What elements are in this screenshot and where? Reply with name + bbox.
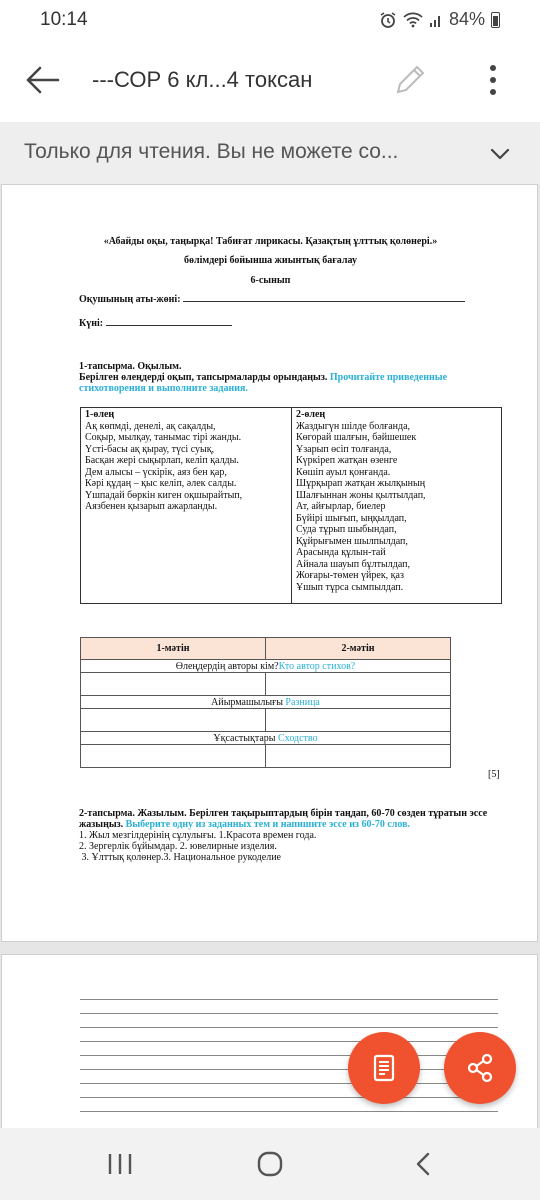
writing-line — [80, 999, 498, 1000]
share-icon — [464, 1052, 496, 1084]
document-title: ---СОР 6 кл...4 токсан — [92, 67, 313, 92]
share-button[interactable] — [444, 1032, 516, 1104]
date-underline — [106, 317, 232, 326]
poem-line: Үшпадай бөркін киген оқшырайтып, — [85, 489, 243, 501]
table-cell — [81, 673, 266, 696]
score-label: [5] — [488, 769, 500, 780]
wifi-icon — [403, 12, 423, 28]
name-underline — [183, 293, 465, 302]
recent-apps-icon[interactable] — [100, 1148, 140, 1180]
date-field — [79, 317, 232, 329]
writing-line — [80, 1027, 498, 1028]
col-text-2: 2-мәтін — [265, 638, 450, 660]
edit-pencil-icon[interactable] — [390, 60, 430, 100]
writing-line — [80, 1041, 498, 1042]
battery-icon — [491, 12, 500, 28]
status-icons — [379, 9, 500, 30]
task-1-title: 1-тапсырма. Оқылым. — [79, 361, 182, 372]
table-cell — [265, 745, 450, 768]
task-2-instruction-ru: Выберите одну из заданных тем и напишите эссе из 60-70 слов. — [125, 819, 411, 830]
poem-line: Суда тұрып шыбындап, — [296, 524, 397, 535]
poem-2-title: 2-өлең — [296, 409, 326, 420]
student-name-label: Оқушының аты-жөні: — [79, 294, 181, 305]
document-icon — [368, 1052, 400, 1084]
app-bar — [0, 40, 540, 122]
battery-percent: 84% — [448, 9, 485, 29]
poem-line: Ұзарып өсіп толғанда, — [296, 443, 392, 455]
read-only-banner[interactable] — [0, 122, 540, 184]
task-2-block — [79, 808, 503, 863]
writing-line — [80, 1111, 498, 1112]
writing-line — [80, 1097, 498, 1098]
chevron-down-icon[interactable] — [486, 140, 514, 168]
poem-1-title: 1-өлең — [85, 409, 115, 420]
task-1-block — [79, 361, 499, 394]
poem-line: Жоғары-төмен үйрек, қаз — [296, 570, 404, 581]
poem-line: Күркіреп жатқан өзенге — [296, 455, 398, 466]
poem-line: Бүйірі шығып, ыңқылдап, — [296, 512, 407, 524]
poem-line: Басқан жері сықырлап, келіп қалды. — [85, 455, 239, 466]
status-time: 10:14 — [40, 9, 88, 30]
table-cell — [265, 673, 450, 696]
col-text-1: 1-мәтін — [81, 638, 266, 660]
writing-line — [80, 1013, 498, 1014]
reading-mode-button[interactable] — [348, 1032, 420, 1104]
poem-2 — [291, 408, 501, 603]
poem-line: Кәрі құдаң – қыс келіп, әлек салды. — [85, 478, 237, 489]
poem-line: Соқыр, мылқау, танымас тірі жанды. — [85, 432, 242, 443]
writing-line — [80, 1069, 498, 1070]
similarity-row-label: Ұқсастықтары Сходство — [81, 732, 451, 745]
more-options-icon[interactable] — [478, 60, 508, 100]
signal-icon — [429, 13, 443, 27]
poem-line: Ұшып тұрса сымпылдап. — [296, 581, 404, 593]
table-cell — [265, 709, 450, 732]
header-line-3: 6-сынып — [250, 275, 291, 286]
read-only-text: Только для чтения. Вы не можете со... — [24, 140, 399, 163]
document-viewer[interactable] — [0, 184, 540, 1128]
header-line-1: «Абайды оқы, таңырқа! Табиғат лирикасы. Қазақтың ұлттық қолөнері.» — [103, 236, 438, 247]
status-bar — [0, 0, 540, 40]
poems-table — [80, 407, 502, 604]
poem-line: Арасында құлын-тай — [296, 547, 386, 558]
topic-item: 3. Ұлттық қолөнер.3. Национальное рукоделие — [79, 852, 281, 863]
poem-line: Айнала шауып бұлтылдап, — [296, 558, 410, 570]
home-icon[interactable] — [250, 1148, 290, 1180]
writing-line — [80, 1055, 498, 1056]
table-cell — [81, 709, 266, 732]
poem-line: Ақ көпмді, денелі, ақ сақалды, — [85, 420, 216, 432]
poem-line: Ат, айғырлар, биелер — [296, 501, 386, 512]
task-2-instruction-kz: 2-тапсырма. Жазылым. Берілген тақырыптардың бірін таңдап, 60-70 сөзден тұратын эссе жазыңыз. — [79, 808, 488, 830]
poem-line: Көшіп ауыл қонғанда. — [296, 466, 391, 478]
poem-line: Дем алысы – үскірік, аяз бен қар, — [85, 466, 227, 478]
date-label: Күні: — [79, 318, 104, 329]
poem-line: Құйрығымен шылпылдап, — [296, 535, 408, 547]
difference-row-label: Айырмашылығы Разница — [81, 696, 451, 709]
alarm-icon — [379, 11, 397, 29]
topic-item: 2. Зергерлік бұйымдар. 2. ювелирные изделия. — [79, 841, 277, 852]
poem-line: Үсті-басы ақ қырау, түсі суық, — [85, 443, 215, 455]
poem-line: Шұрқырап жатқан жылқының — [296, 478, 426, 489]
comparison-table — [80, 637, 451, 768]
student-name-field — [79, 293, 465, 305]
poem-line: Шалғыннан жоны қылтылдап, — [296, 489, 426, 501]
document-page-1 — [1, 184, 538, 942]
task-1-instruction-kz: Берілген өлеңдерді оқып, тапсырмаларды орындаңыз. — [79, 372, 328, 383]
poem-line: Аязбенен қызарып ажарланды. — [85, 501, 218, 512]
back-arrow-icon[interactable] — [18, 58, 66, 102]
poem-line: Көгорай шалғын, бәйшешек — [296, 432, 417, 443]
header-line-2: бөлімдері бойынша жиынтық бағалау — [184, 255, 357, 266]
poem-line: Жаздыгүн шілде болғанда, — [296, 420, 411, 432]
task-1-instruction-ru: Прочитайте приведенные стихотворения и выполните задания. — [79, 372, 448, 394]
table-cell — [81, 745, 266, 768]
topic-item: 1. Жыл мезгілдерінің сұлулығы. 1.Красота времен года. — [79, 830, 317, 841]
author-row-label: Өлеңдердің авторы кім?Кто автор стихов? — [81, 660, 451, 673]
system-nav-bar — [0, 1128, 540, 1200]
writing-line — [80, 1083, 498, 1084]
back-nav-icon[interactable] — [404, 1148, 444, 1180]
poem-1 — [81, 408, 291, 603]
